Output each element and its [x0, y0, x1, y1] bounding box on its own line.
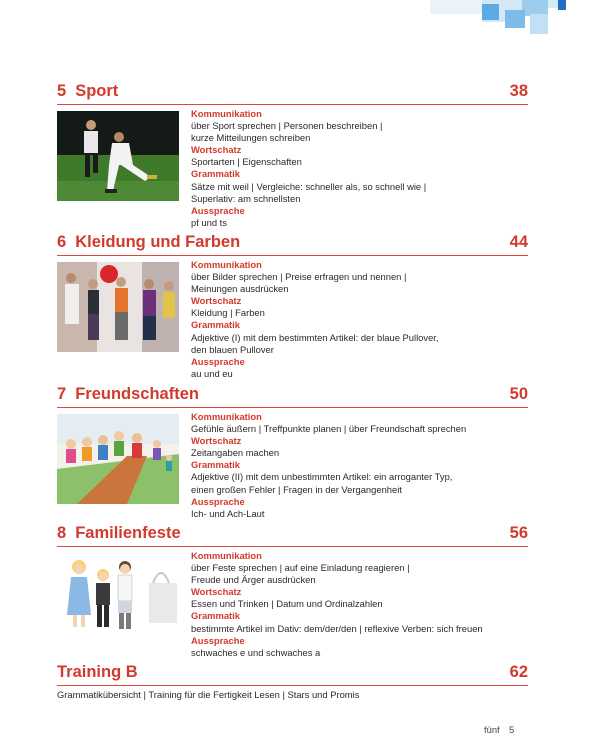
section-line: Zeitangaben machen [191, 447, 280, 459]
section-heading: Aussprache [191, 355, 245, 367]
chapter-name: Familienfeste [75, 524, 181, 542]
footer-page-word: fünf [484, 724, 500, 735]
chapter-page-number[interactable]: 44 [509, 233, 528, 251]
section-heading: Kommunikation [191, 550, 262, 561]
section-line: den blauen Pullover [191, 343, 274, 355]
chapter-5 [57, 82, 528, 228]
soccer-photo [57, 111, 179, 201]
section-heading: Kommunikation [191, 108, 262, 119]
section-heading: Grammatik [191, 610, 240, 622]
training-title[interactable]: Training B [57, 663, 138, 681]
chapter-header [57, 82, 528, 105]
chapter-title[interactable] [57, 524, 181, 543]
training-header [57, 663, 528, 686]
section-line: au und eu [191, 367, 233, 379]
section-heading: Wortschatz [191, 435, 242, 447]
chapter-header [57, 385, 528, 408]
chapter-description [191, 550, 531, 659]
clothing-shop-photo [57, 262, 179, 352]
section-line: über Sport sprechen | Personen beschreiben | [191, 120, 383, 132]
chapter-description [191, 108, 531, 229]
family-illustration [57, 553, 179, 643]
section-line: Kleidung | Farben [191, 307, 265, 319]
section-line: Freude und Ärger ausdrücken [191, 574, 316, 586]
footer-page-number: 5 [509, 724, 515, 735]
section-heading: Wortschatz [191, 144, 242, 156]
section-line: bestimmte Artikel im Dativ: dem/der/den | reflexive Verben: sich freuen [191, 622, 483, 634]
section-line: schwaches e und schwaches a [191, 646, 321, 658]
chapter-number: 7 [57, 385, 67, 403]
section-heading: Grammatik [191, 319, 240, 331]
section-line: Adjektive (I) mit dem bestimmten Artikel: der blaue Pullover, [191, 331, 439, 343]
chapter-title[interactable] [57, 233, 240, 252]
chapter-name: Kleidung und Farben [75, 233, 241, 251]
section-line: Sportarten | Eigenschaften [191, 156, 302, 168]
section-line: über Bilder sprechen | Preise erfragen und nennen | [191, 271, 407, 283]
chapter-page-number[interactable]: 38 [509, 82, 528, 100]
chapter-name: Sport [75, 82, 119, 100]
section-line: Gefühle äußern | Treffpunkte planen | über Freundschaft sprechen [191, 423, 467, 435]
section-line: Sätze mit weil | Vergleiche: schneller als, so schnell wie | [191, 180, 427, 192]
section-line: einen großen Fehler | Fragen in der Vergangenheit [191, 483, 402, 495]
chapter-title[interactable] [57, 385, 199, 404]
chapter-header [57, 233, 528, 256]
chapter-page-number[interactable]: 50 [509, 385, 528, 403]
chapter-number: 8 [57, 524, 67, 542]
chapter-7 [57, 385, 528, 519]
training-description: Grammatikübersicht | Training für die Fertigkeit Lesen | Stars und Promis [57, 689, 360, 700]
section-line: pf und ts [191, 216, 227, 228]
section-heading: Aussprache [191, 634, 245, 646]
chapter-header [57, 524, 528, 547]
training-page-number[interactable]: 62 [509, 663, 528, 681]
friends-illustration [57, 414, 179, 504]
section-line: Ich- und Ach-Laut [191, 507, 265, 519]
section-heading: Kommunikation [191, 411, 262, 422]
section-heading: Aussprache [191, 495, 245, 507]
chapter-6 [57, 233, 528, 379]
corner-decoration [430, 0, 600, 50]
section-heading: Grammatik [191, 168, 240, 180]
section-line: Meinungen ausdrücken [191, 283, 289, 295]
section-heading: Aussprache [191, 204, 245, 216]
section-heading: Grammatik [191, 459, 240, 471]
section-line: Essen und Trinken | Datum und Ordinalzahlen [191, 598, 383, 610]
chapter-title[interactable] [57, 82, 118, 101]
section-line: Superlativ: am schnellsten [191, 192, 301, 204]
chapter-description [191, 259, 531, 380]
chapter-number: 6 [57, 233, 67, 251]
chapter-page-number[interactable]: 56 [509, 524, 528, 542]
chapter-description [191, 411, 531, 520]
chapter-name: Freundschaften [75, 385, 199, 403]
section-line: kurze Mitteilungen schreiben [191, 132, 311, 144]
chapter-number: 5 [57, 82, 67, 100]
section-heading: Wortschatz [191, 586, 242, 598]
section-line: über Feste sprechen | auf eine Einladung reagieren | [191, 562, 410, 574]
section-heading: Wortschatz [191, 295, 242, 307]
section-line: Adjektive (II) mit dem unbestimmten Artikel: ein arroganter Typ, [191, 471, 453, 483]
section-heading: Kommunikation [191, 259, 262, 270]
chapter-8 [57, 524, 528, 658]
